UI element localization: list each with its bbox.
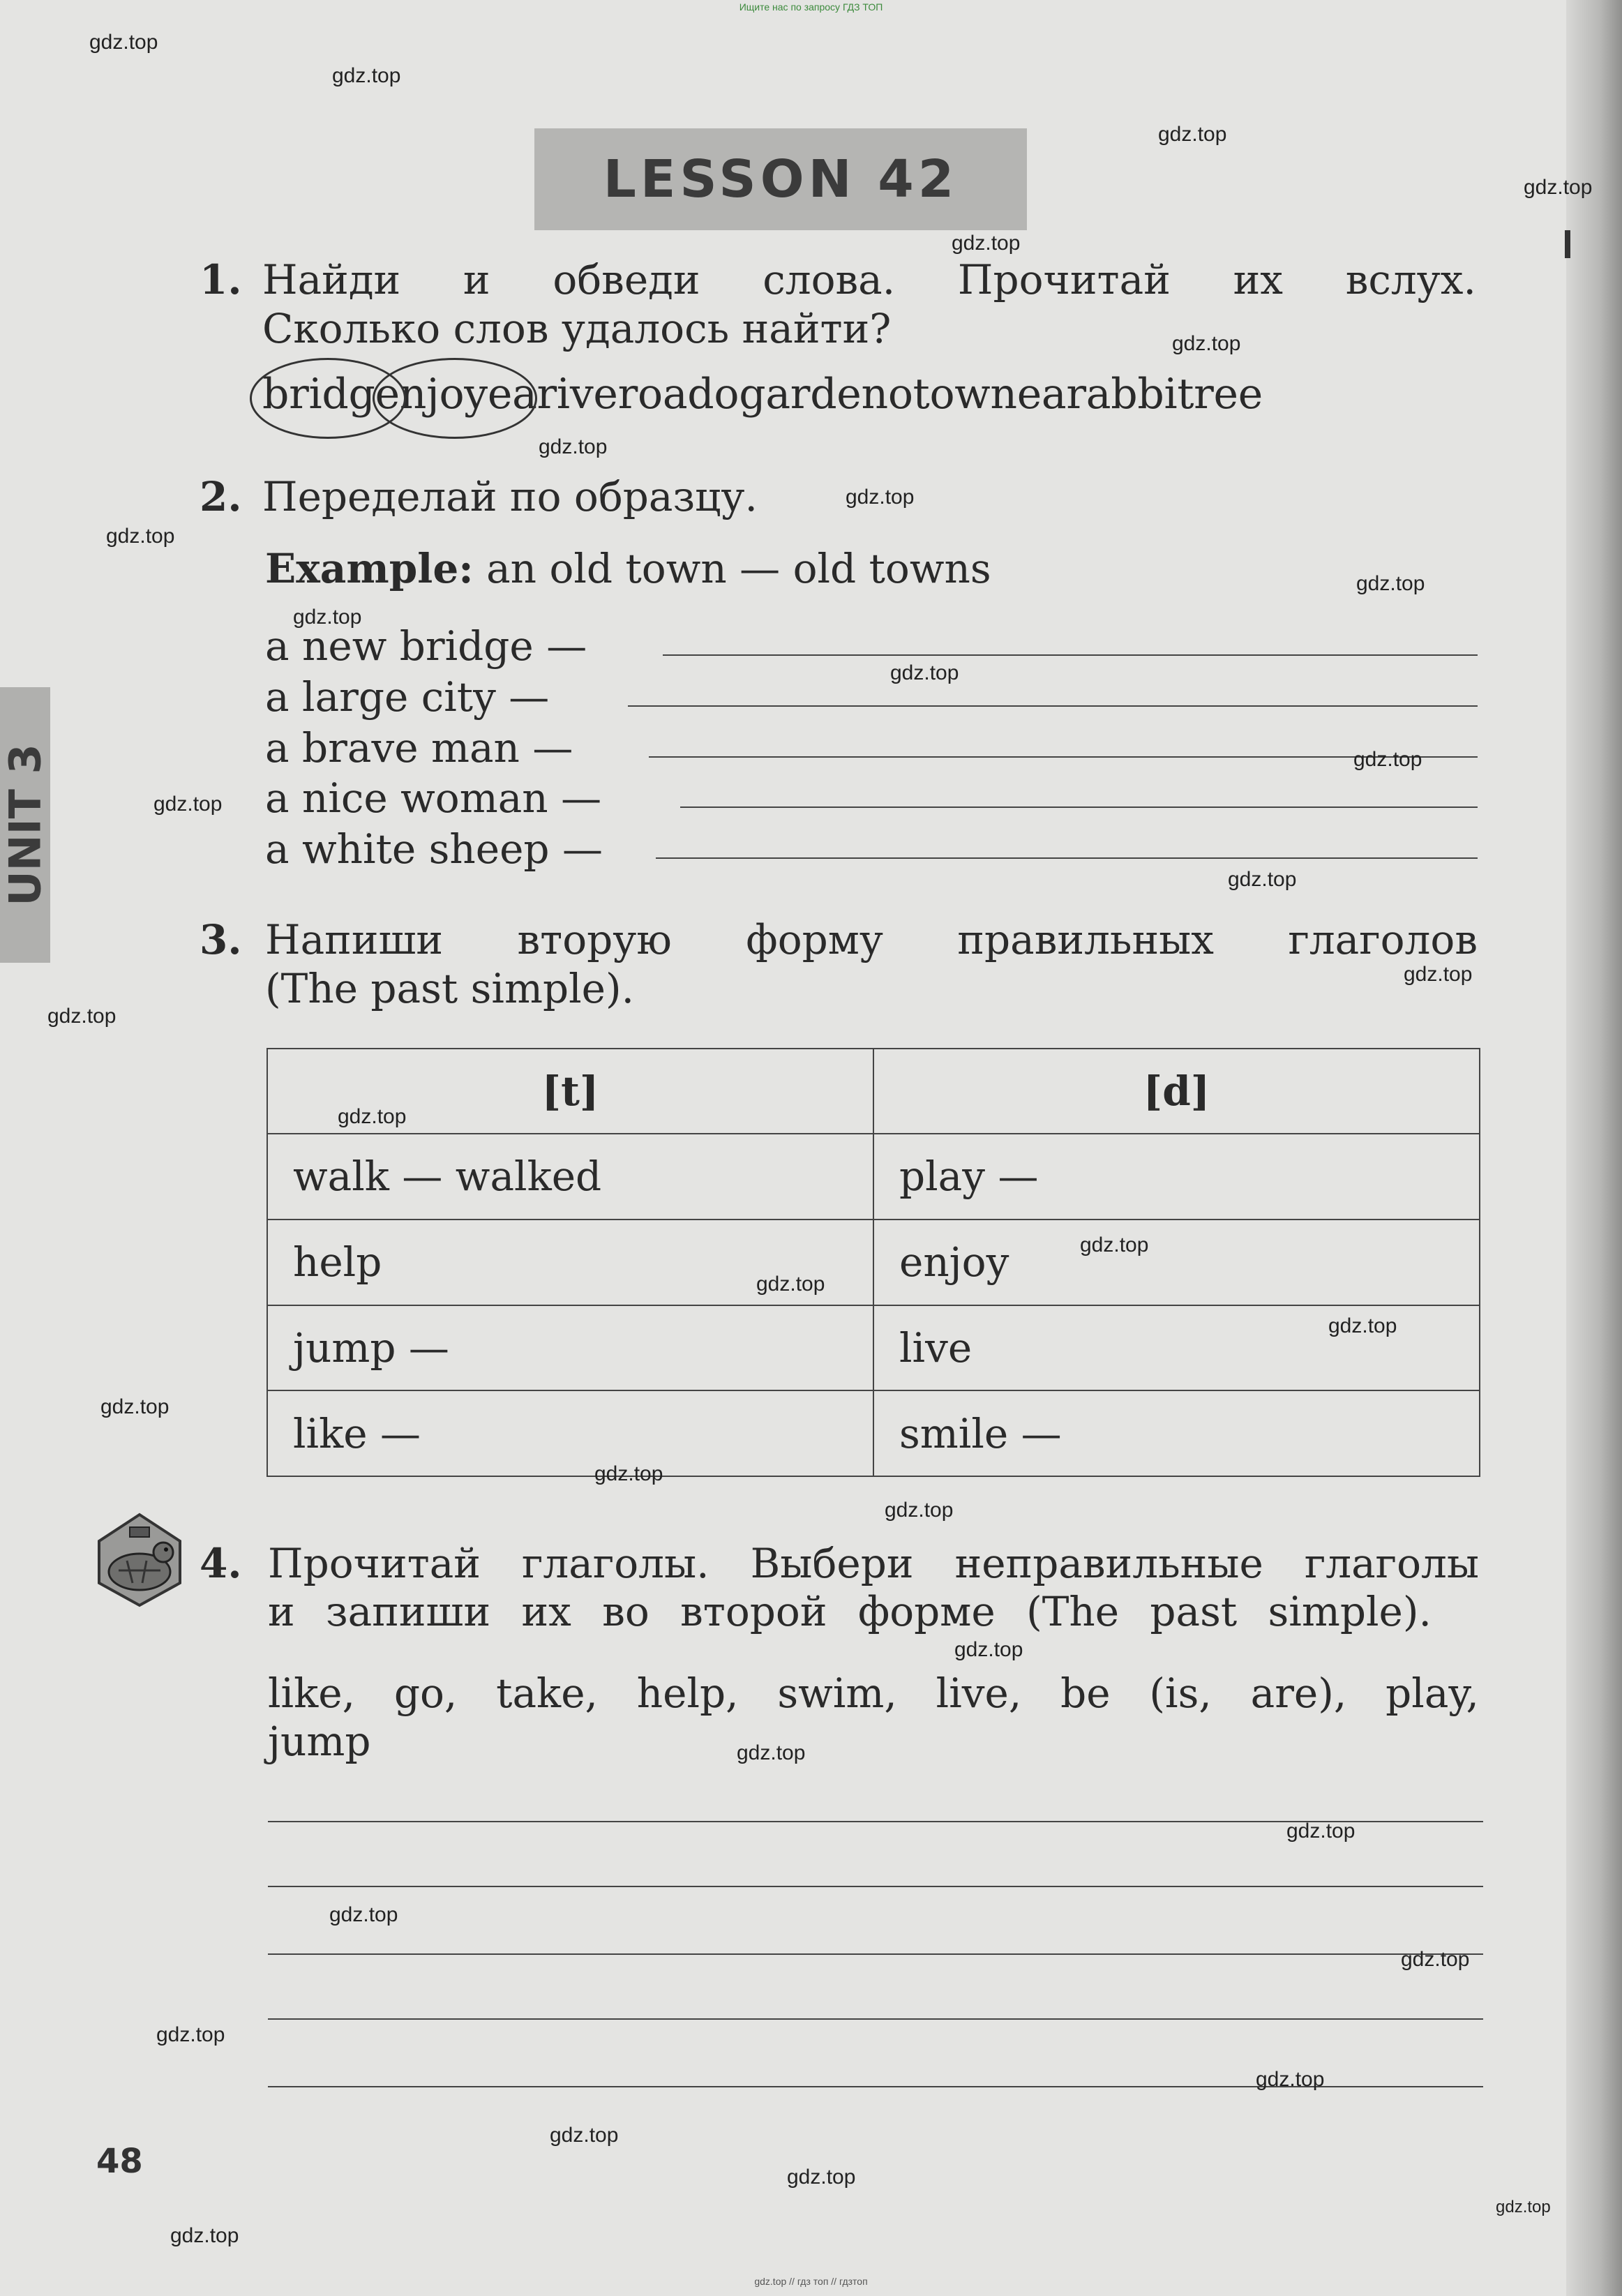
header-t: [t]	[267, 1049, 873, 1134]
word: Найди	[262, 256, 401, 303]
task3-number: 3.	[200, 916, 242, 963]
table-row	[267, 1390, 1480, 1476]
task4-instruction-line2	[268, 1588, 1432, 1635]
task2-number: 2.	[200, 473, 242, 520]
watermark: gdz.top	[329, 1903, 398, 1926]
word: форму	[746, 916, 883, 963]
cell[interactable]: jump —	[267, 1305, 873, 1391]
task2-item: a brave man —	[265, 724, 573, 772]
task2-example	[265, 545, 991, 592]
word: глаголы.	[522, 1540, 709, 1587]
watermark: gdz.top	[100, 1395, 170, 1418]
unit-label: UNIT 3	[0, 744, 51, 906]
verb: are),	[1250, 1670, 1347, 1717]
task1-instruction-line2: Сколько слов удалось найти?	[262, 305, 892, 352]
task3-instruction-line1	[265, 916, 1478, 963]
verb-list-line2: jump	[268, 1718, 371, 1765]
watermark: gdz.top	[737, 1741, 806, 1764]
watermark: gdz.top	[47, 1005, 117, 1028]
word: вслух.	[1345, 256, 1476, 303]
watermark: gdz.top	[952, 232, 1021, 255]
watermark: gdz.top	[787, 2166, 856, 2189]
word: обведи	[553, 256, 700, 303]
watermark: gdz.top	[550, 2124, 619, 2147]
watermark: gdz.top	[1404, 963, 1473, 986]
word: Выбери	[750, 1540, 914, 1587]
spine-mark	[1565, 230, 1570, 258]
watermark: gdz.top	[1401, 1948, 1470, 1971]
word: их	[521, 1588, 571, 1635]
word: и	[268, 1588, 295, 1635]
page-number: 48	[96, 2142, 143, 2181]
word: Напиши	[265, 916, 444, 963]
watermark: gdz.top	[1080, 1233, 1149, 1256]
task1-number: 1.	[200, 256, 242, 303]
watermark: gdz.top	[1286, 1819, 1356, 1843]
word: глаголов	[1288, 916, 1478, 963]
verb: be	[1060, 1670, 1111, 1717]
watermark: gdz.top	[756, 1273, 825, 1296]
task4-instruction-line1	[268, 1540, 1479, 1587]
task4-number: 4.	[200, 1540, 242, 1587]
verb: swim,	[777, 1670, 897, 1717]
watermark: gdz.top	[954, 1638, 1023, 1661]
watermark: gdz.top	[332, 64, 401, 87]
watermark: gdz.top	[1158, 123, 1227, 146]
lesson-title-box	[534, 128, 1027, 230]
verb: help,	[636, 1670, 739, 1717]
lesson-title: LESSON 42	[603, 149, 959, 209]
word: и	[463, 256, 490, 303]
watermark: gdz.top	[1228, 868, 1297, 891]
cell[interactable]: like —	[267, 1390, 873, 1476]
table-row	[267, 1305, 1480, 1391]
watermark: gdz.top	[170, 2224, 239, 2247]
watermark: gdz.top	[1353, 748, 1422, 771]
word: второй	[680, 1588, 827, 1635]
task1-instruction-line1	[262, 256, 1476, 303]
task3-instruction-line2: (The past simple).	[265, 965, 635, 1012]
word: слова.	[763, 256, 896, 303]
word: форме	[857, 1588, 996, 1635]
writing-line[interactable]	[268, 1886, 1483, 1887]
cell[interactable]: live	[873, 1305, 1480, 1391]
turtle-icon	[91, 1510, 188, 1608]
watermark: gdz.top	[89, 31, 158, 54]
task2-item: a nice woman —	[265, 774, 602, 822]
watermark: gdz.top	[156, 2023, 225, 2046]
answer-line[interactable]	[663, 654, 1478, 656]
verb-list-line1	[268, 1670, 1479, 1717]
word: вторую	[517, 916, 672, 963]
task2-item: a large city —	[265, 673, 550, 721]
example-label: Example:	[265, 545, 474, 592]
verb: live,	[936, 1670, 1022, 1717]
table-row	[267, 1220, 1480, 1305]
word: правильных	[957, 916, 1215, 963]
watermark: gdz.top	[293, 606, 362, 629]
answer-line[interactable]	[680, 806, 1478, 808]
cell[interactable]: play —	[873, 1134, 1480, 1220]
cell[interactable]: smile —	[873, 1390, 1480, 1476]
example-text: an old town — old towns	[486, 545, 991, 592]
word: неправильные	[954, 1540, 1263, 1587]
watermark: gdz.top	[338, 1105, 407, 1128]
watermark: gdz.top	[1496, 2198, 1551, 2216]
word: во	[602, 1588, 649, 1635]
answer-line[interactable]	[628, 705, 1478, 707]
header-d: [d]	[873, 1049, 1480, 1134]
book-spine	[1566, 0, 1622, 2296]
word: past	[1150, 1588, 1238, 1635]
watermark: gdz.top	[153, 793, 223, 816]
writing-line[interactable]	[268, 2018, 1483, 2020]
word: запиши	[326, 1588, 491, 1635]
task2-item: a new bridge —	[265, 622, 587, 670]
word: глаголы	[1304, 1540, 1479, 1587]
verb: go,	[393, 1670, 458, 1717]
task2-instruction: Переделай по образцу.	[262, 473, 758, 520]
watermark: gdz.top	[890, 661, 959, 684]
word: их	[1233, 256, 1283, 303]
watermark: gdz.top	[1256, 2068, 1325, 2091]
cell[interactable]: enjoy	[873, 1220, 1480, 1305]
verb: take,	[496, 1670, 598, 1717]
watermark: gdz.top	[1356, 572, 1425, 595]
writing-line[interactable]	[268, 1953, 1483, 1955]
footer-note: gdz.top // гдз топ // гдзтоп	[754, 2276, 868, 2287]
word: Прочитай	[957, 256, 1171, 303]
table-header-row	[267, 1049, 1480, 1134]
word: (The	[1026, 1588, 1120, 1635]
word: simple).	[1268, 1588, 1432, 1635]
letter-string: bridgenjoyeariveroadogardenotownearabbitree	[262, 370, 1263, 419]
cell[interactable]: walk — walked	[267, 1134, 873, 1220]
word: Прочитай	[268, 1540, 481, 1587]
header-note: Ищите нас по запросу ГДЗ ТОП	[739, 1, 883, 13]
verb: like,	[268, 1670, 356, 1717]
verb: (is,	[1149, 1670, 1212, 1717]
cell[interactable]: help	[267, 1220, 873, 1305]
verb: play,	[1386, 1670, 1479, 1717]
circled-word-enjoy	[373, 358, 537, 439]
task2-item: a white sheep —	[265, 825, 603, 873]
table-row	[267, 1134, 1480, 1220]
watermark: gdz.top	[1328, 1314, 1397, 1337]
watermark: gdz.top	[1524, 176, 1593, 199]
watermark: gdz.top	[106, 525, 175, 548]
watermark: gdz.top	[594, 1462, 663, 1485]
watermark: gdz.top	[846, 486, 915, 509]
watermark: gdz.top	[539, 435, 608, 458]
verb-table	[266, 1048, 1480, 1477]
watermark: gdz.top	[1172, 332, 1241, 355]
answer-line[interactable]	[656, 857, 1478, 859]
unit-tab	[0, 687, 50, 963]
watermark: gdz.top	[885, 1499, 954, 1522]
